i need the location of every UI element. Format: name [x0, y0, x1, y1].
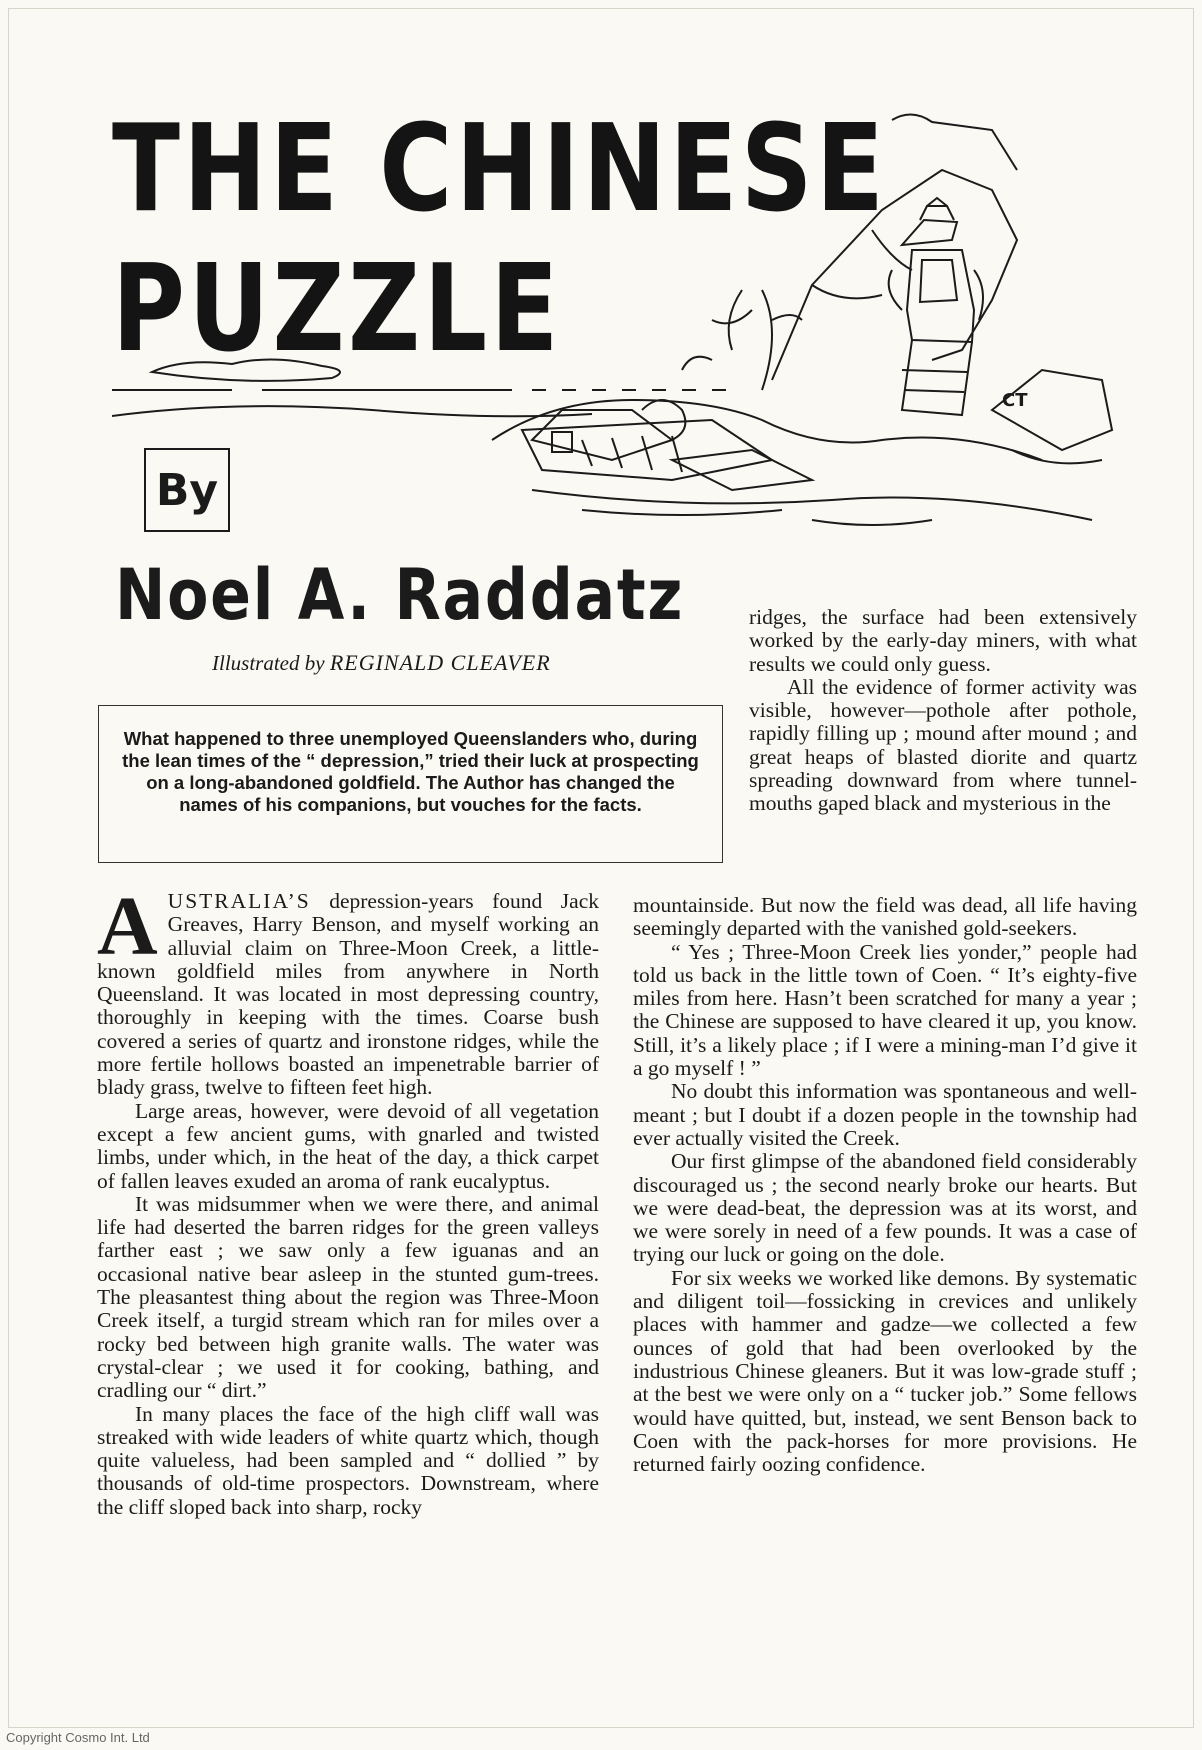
- body-column-1: [97, 880, 599, 1690]
- body-paragraph: No doubt this information was spontaneous and well-meant ; but I doubt if a dozen people in the township had ever actually visited the Creek.: [633, 1079, 1137, 1150]
- author-name: Noel A. Raddatz: [115, 554, 685, 636]
- by-monogram: [144, 448, 230, 532]
- body-paragraph: For six weeks we worked like demons. By systematic and diligent toil—fossicking in crevices and unlikely places with hammer and gadze—we collected a few ounces of gold that had been overlooked by the industrious Chinese gleaners. But it was low-grade stuff ; at the best we were only on a “ tucker job.” Some fellows would have quitted, but, instead, we sent Benson back to Coen with the pack-horses for more provisions. He returned fairly oozing confidence.: [633, 1265, 1137, 1477]
- body-paragraph: It was midsummer when we were there, and animal life had deserted the barren ridges for the green valleys farther east ; we saw only a few iguanas and an occasional native bear asleep in the stunted gum-trees. The pleasantest thing about the region was Three-Moon Creek itself, a turgid stream which ran for miles over a rocky bed between high granite walls. The water was crystal-clear ; we used it for cooking, bathing, and cradling our “ dirt.”: [97, 1191, 599, 1403]
- by-label: By: [155, 464, 219, 516]
- body-paragraph: ridges, the surface had been extensively worked by the early-day miners, with what results we could only guess.: [749, 605, 1137, 676]
- body-column-2: [633, 894, 1137, 1694]
- illustrated-by-prefix: Illustrated by: [212, 651, 325, 675]
- body-paragraph: Large areas, however, were devoid of all vegetation except a few ancient gums, with gnarled and twisted limbs, under which, in the heat of the day, a thick carpet of fallen leaves exuded an aroma of rank eucalyptus.: [97, 1098, 599, 1193]
- body-column-2-top: [749, 606, 1137, 894]
- body-paragraph: In many places the face of the high cliff wall was streaked with wide leaders of white quartz which, though quite valueless, had been sampled and “ dollied ” by thousands of old-time prospectors. Downstream, where the cliff sloped back into sharp, rocky: [97, 1401, 599, 1519]
- lead-word: USTRALIA’S: [167, 889, 311, 913]
- standfirst-box: [98, 705, 723, 863]
- body-paragraph: mountainside. But now the field was dead, all life having seemingly departed with the vanished gold-seekers.: [633, 893, 1137, 941]
- body-paragraph: Our first glimpse of the abandoned field considerably discouraged us ; the second nearly broke our hearts. But we were dead-beat, the depression was at its worst, and we were sorely in need of a few pounds. It was a case of trying our luck or going on the dole.: [633, 1149, 1137, 1267]
- illustrator-credit: [212, 650, 551, 676]
- drop-cap: A: [97, 880, 158, 973]
- paragraph-text: depression-years found Jack Greaves, Harry Benson, and myself working an alluvial claim on Three-Moon Creek, a little-known goldfield miles from anywhere in North Queensland. It was located in most depressing country, thoroughly in keeping with the times. Coarse bush covered a series of quartz and ironstone ridges, while the more fertile hollows boasted an impenetrable barrier of blady grass, twelve to fifteen feet high.: [97, 889, 599, 1100]
- copyright-notice: Copyright Cosmo Int. Ltd: [6, 1730, 150, 1745]
- body-paragraph: “ Yes ; Three-Moon Creek lies yonder,” people had told us back in the little town of Coen. “ It’s eighty-five miles from here. Hasn’t been scratched for many a year ; the Chinese are supposed to have cleared it up, you know. Still, it’s a likely place ; if I were a mining-man I’d give it a go myself ! ”: [633, 939, 1137, 1081]
- illustrator-signature: CT: [1002, 390, 1028, 411]
- standfirst-text: What happened to three unemployed Queenslanders who, during the lean times of the “ depression,” tried their luck at prospecting on a long-abandoned goldfield. The Author has changed the names of his companions, but vouches for the facts.: [122, 728, 699, 815]
- body-paragraph: [97, 880, 599, 1100]
- title-line-2: PUZZLE: [112, 240, 562, 379]
- illustrator-name: REGINALD CLEAVER: [329, 650, 551, 675]
- title-line-1: THE CHINESE: [112, 100, 888, 239]
- body-paragraph: All the evidence of former activity was visible, however—pothole after pothole, rapidly filling up ; mound after mound ; and great heaps of blasted diorite and quartz spreading downward from where tunnel-mouths gaped black and mysterious in the: [749, 674, 1137, 816]
